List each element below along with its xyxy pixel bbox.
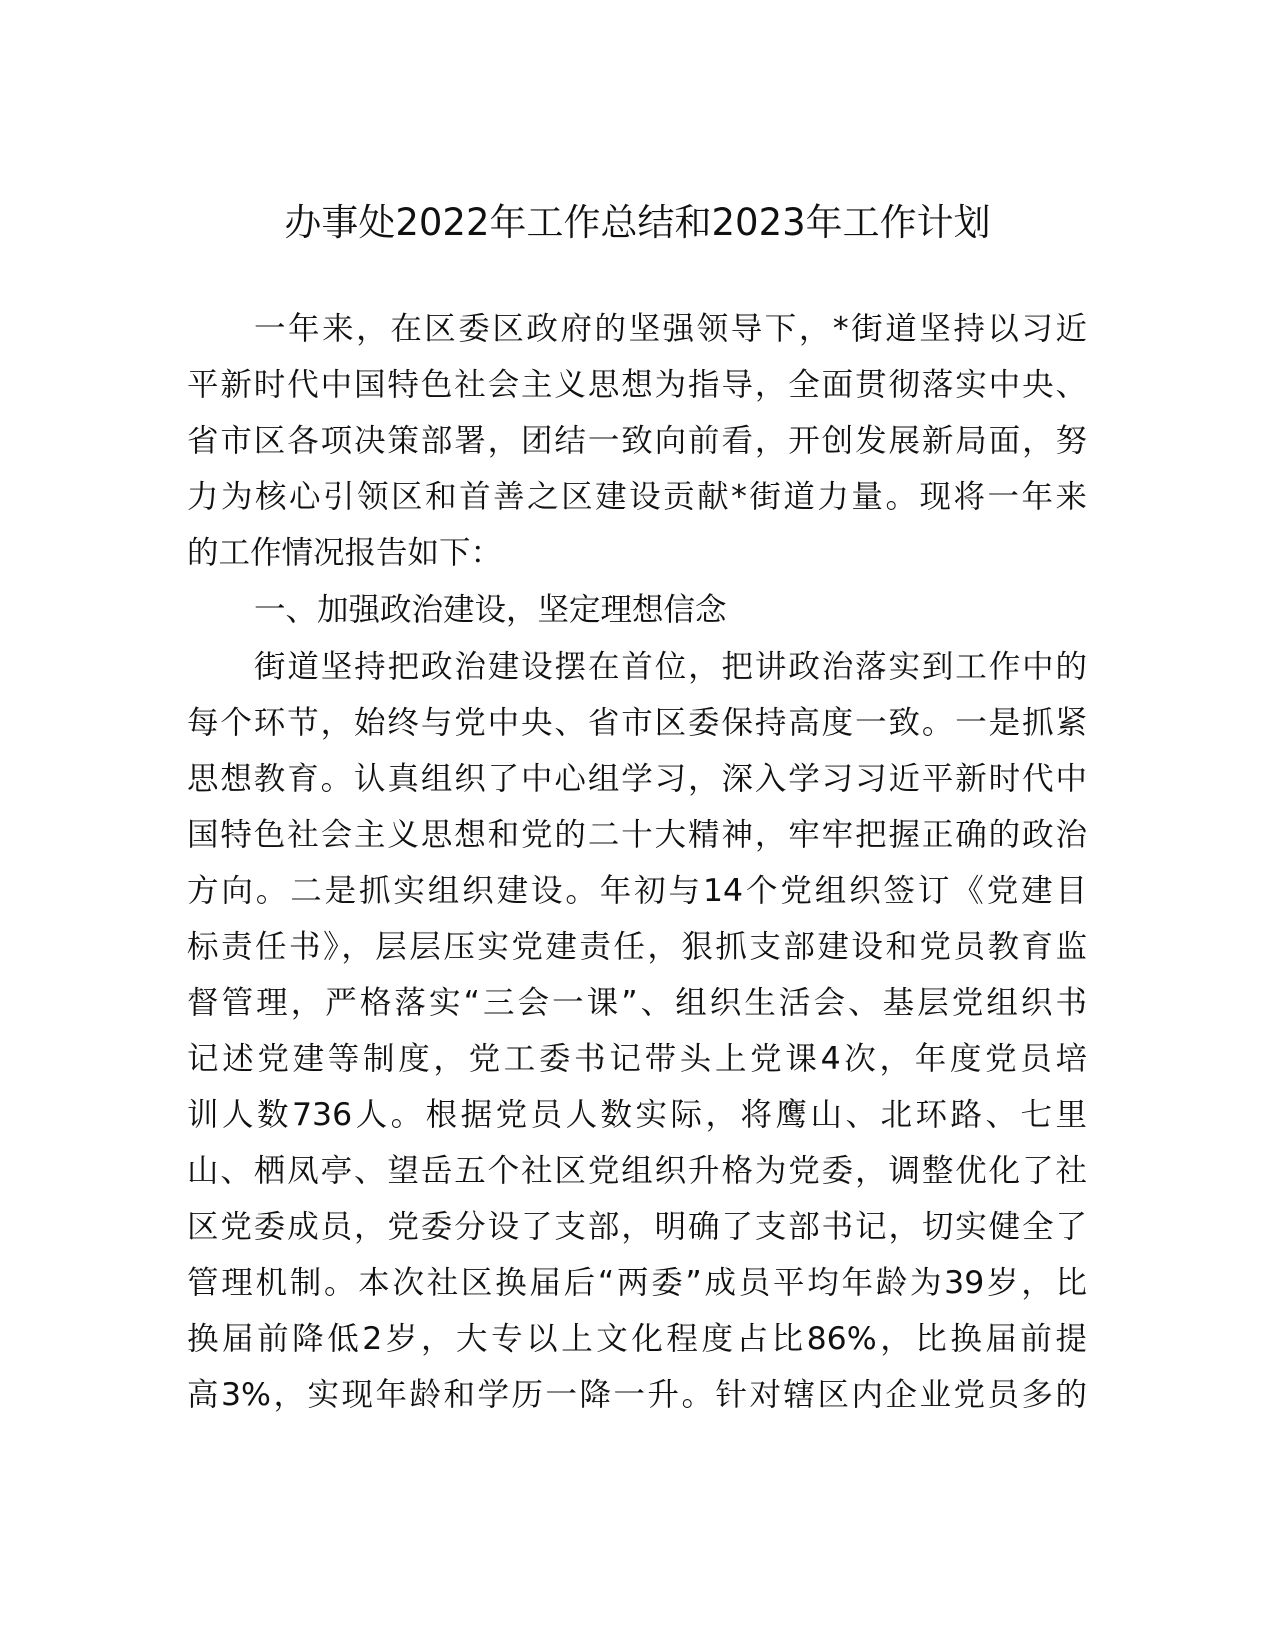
section-heading: 一、加强政治建设，坚定理想信念 xyxy=(254,592,727,628)
paragraph-line: 高3%，实现年龄和学历一降一升。针对辖区内企业党员多的 xyxy=(187,1377,1087,1413)
paragraph-line: 一年来，在区委区政府的坚强领导下，*街道坚持以习近 xyxy=(254,311,1087,347)
paragraph-line: 督管理，严格落实“三会一课”、组织生活会、基层党组织书 xyxy=(187,985,1087,1021)
paragraph-line: 训人数736人。根据党员人数实际，将鹰山、北环路、七里 xyxy=(187,1097,1087,1133)
document-title: 办事处2022年工作总结和2023年工作计划 xyxy=(284,201,991,244)
paragraph-line: 的工作情况报告如下： xyxy=(187,535,503,571)
paragraph-line: 平新时代中国特色社会主义思想为指导，全面贯彻落实中央、 xyxy=(187,367,1087,403)
paragraph-line: 区党委成员，党委分设了支部，明确了支部书记，切实健全了 xyxy=(187,1209,1087,1245)
paragraph-line: 方向。二是抓实组织建设。年初与14个党组织签订《党建目 xyxy=(187,873,1087,909)
paragraph-line: 记述党建等制度，党工委书记带头上党课4次，年度党员培 xyxy=(187,1041,1087,1077)
paragraph-line: 思想教育。认真组织了中心组学习，深入学习习近平新时代中 xyxy=(187,761,1087,797)
paragraph-line: 山、栖凤亭、望岳五个社区党组织升格为党委，调整优化了社 xyxy=(187,1153,1087,1189)
paragraph-line: 街道坚持把政治建设摆在首位，把讲政治落实到工作中的 xyxy=(254,649,1087,685)
paragraph-line: 国特色社会主义思想和党的二十大精神，牢牢把握正确的政治 xyxy=(187,817,1087,853)
paragraph-line: 每个环节，始终与党中央、省市区委保持高度一致。一是抓紧 xyxy=(187,705,1087,741)
paragraph-line: 换届前降低2岁，大专以上文化程度占比86%，比换届前提 xyxy=(187,1321,1087,1357)
paragraph-line: 标责任书》，层层压实党建责任，狠抓支部建设和党员教育监 xyxy=(187,929,1087,965)
paragraph-line: 管理机制。本次社区换届后“两委”成员平均年龄为39岁，比 xyxy=(187,1265,1087,1301)
paragraph-line: 省市区各项决策部署，团结一致向前看，开创发展新局面，努 xyxy=(187,423,1087,459)
paragraph-line: 力为核心引领区和首善之区建设贡献*街道力量。现将一年来 xyxy=(187,479,1087,515)
